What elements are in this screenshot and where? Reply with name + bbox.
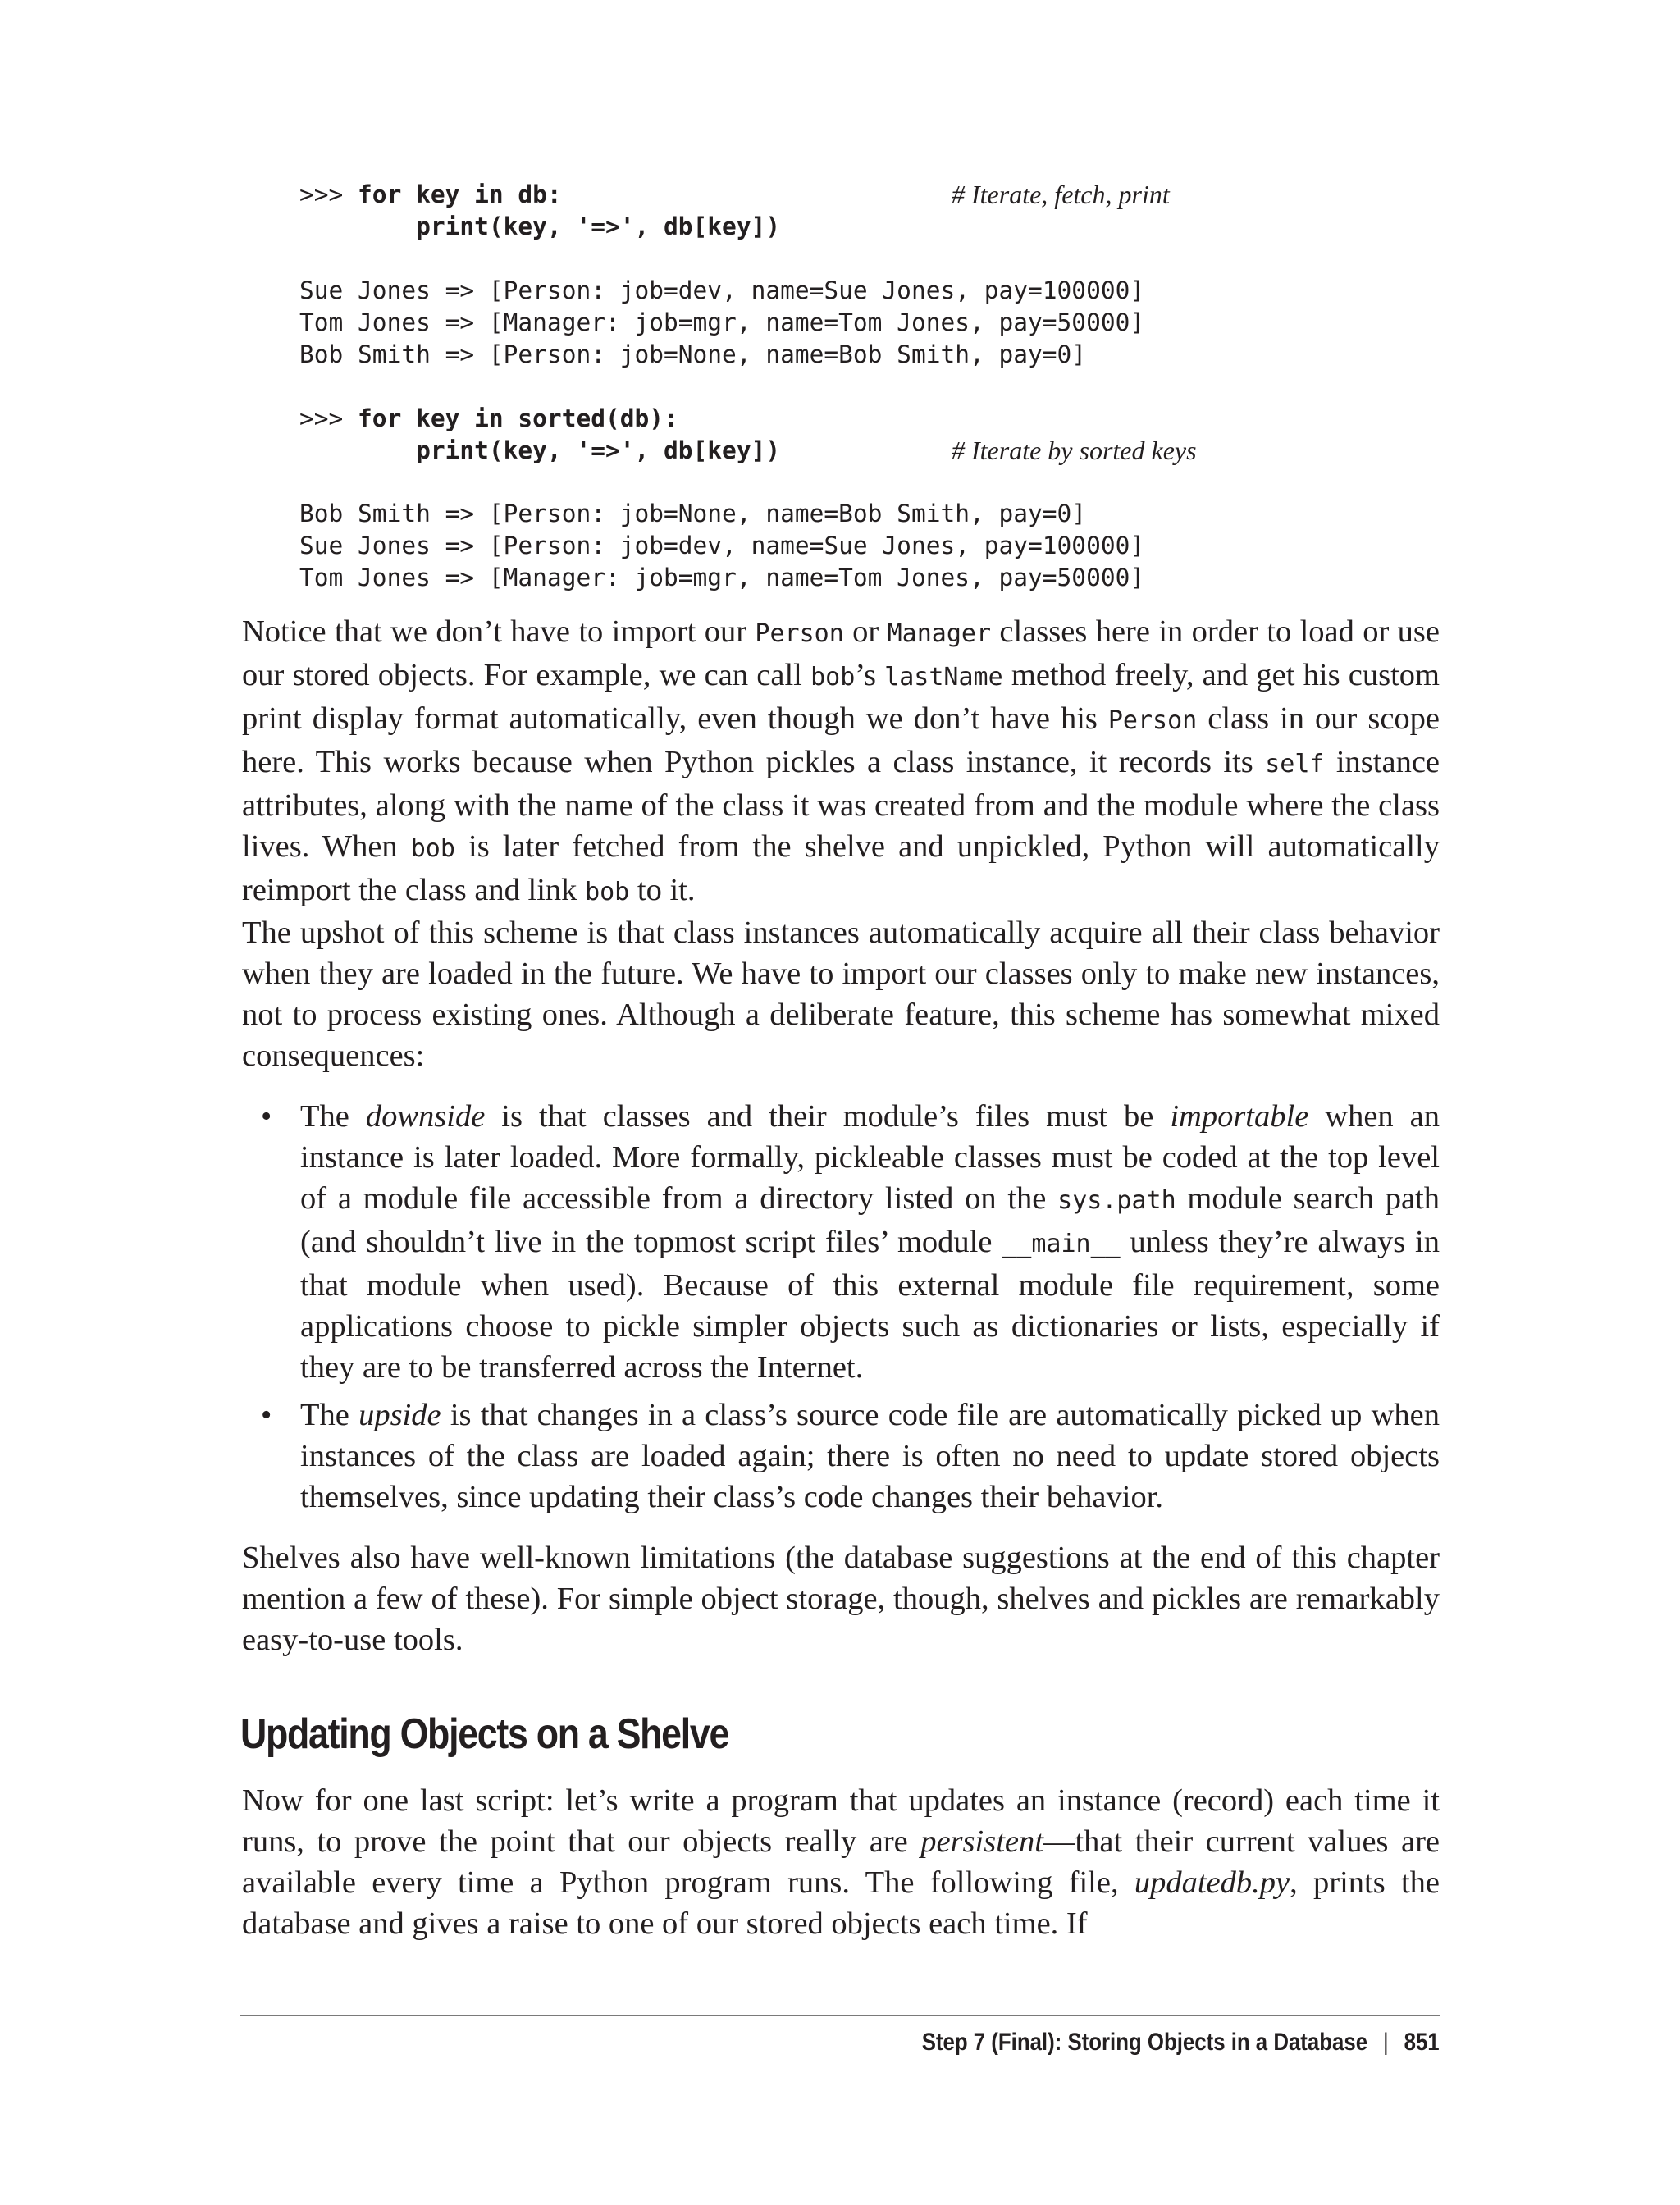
code-line-print <box>299 211 780 243</box>
code-prompt: >>> <box>299 404 358 432</box>
bullet-downside: The downside is that classes and their module’s files must be importable when an instance is later loaded. More formally, pickleable classes must be coded at the top level of a module file accessible from a directory listed on the sys.path module search path (and shouldn’t live in the topmost script files’ module __main__ unless they’re always in that module when used). Because of this external module file requirement, some applications choose to pickle simpler objects such as dictionaries or lists, especially if they are to be transferred across the Internet. <box>300 1099 1440 1385</box>
code-statement: print(key, '=>', db[key]) <box>299 212 781 240</box>
code-output-line: Sue Jones => [Person: job=dev, name=Sue Jones, pay=100000] <box>299 276 1145 304</box>
section-heading: Updating Objects on a Shelve <box>240 1710 729 1758</box>
bullet-upside: The upside is that changes in a class’s source code file are automatically picked up when instances of the class are loaded again; there is often no need to update stored objects themselves, since updating their class’s code changes their behavior. <box>300 1398 1440 1514</box>
code-output-line: Bob Smith => [Person: job=None, name=Bob Smith, pay=0] <box>299 500 1087 527</box>
code-comment: # Iterate by sorted keys <box>952 436 1197 465</box>
code-statement: for key in sorted(db): <box>358 404 678 432</box>
code-line-for-sorted <box>299 403 678 435</box>
paragraph-last-script: Now for one last script: let’s write a program that updates an instance (record) each time it runs, to prove the point that our objects really are persistent—that their current values are available every time a Python program runs. The following file, updatedb.py, prints the database and gives a raise to one of our stored objects each time. If <box>242 1783 1440 1941</box>
code-line-for-db <box>299 179 562 211</box>
page-number: 851 <box>1404 2029 1440 2056</box>
footer-rule <box>240 2015 1440 2016</box>
paragraph-notice: Notice that we don’t have to import our Person or Manager classes here in order to load or use our stored objects. For example, we can call bob’s lastName method freely, and get his custom print display format automatically, even though we don’t have his Person class in our scope here. This works because when Python pickles a class instance, it records its self instance attributes, along with the name of the class it was created from and the module where the class lives. When bob is later fetched from the shelve and unpickled, Python will automatically reimport the class and link bob to it. <box>242 614 1440 907</box>
code-output-line: Tom Jones => [Manager: job=mgr, name=Tom Jones, pay=50000] <box>299 564 1145 591</box>
code-prompt: >>> <box>299 180 358 208</box>
bullet-marker: • <box>261 1398 272 1432</box>
code-statement: for key in db: <box>358 180 562 208</box>
paragraph-limitations: Shelves also have well-known limitations (the database suggestions at the end of this chapter mention a few of these). For simple object storage, though, shelves and pickles are remarkably easy-to-use tools. <box>242 1541 1440 1657</box>
bullet-marker: • <box>261 1099 272 1134</box>
code-output-line: Bob Smith => [Person: job=None, name=Bob Smith, pay=0] <box>299 340 1087 368</box>
page-footer <box>922 2026 1440 2059</box>
code-line-print <box>299 435 780 467</box>
footer-separator: | <box>1383 2029 1390 2056</box>
code-comment: # Iterate, fetch, print <box>952 180 1170 209</box>
code-statement: print(key, '=>', db[key]) <box>299 436 781 464</box>
running-title: Step 7 (Final): Storing Objects in a Database <box>922 2029 1368 2056</box>
paragraph-upshot: The upshot of this scheme is that class instances automatically acquire all their class behavior when they are loaded in the future. We have to import our classes only to make new instances, not to process existing ones. Although a deliberate feature, this scheme has somewhat mixed consequences: <box>242 915 1440 1073</box>
code-output-line: Sue Jones => [Person: job=dev, name=Sue Jones, pay=100000] <box>299 532 1145 559</box>
code-output-line: Tom Jones => [Manager: job=mgr, name=Tom Jones, pay=50000] <box>299 308 1145 336</box>
